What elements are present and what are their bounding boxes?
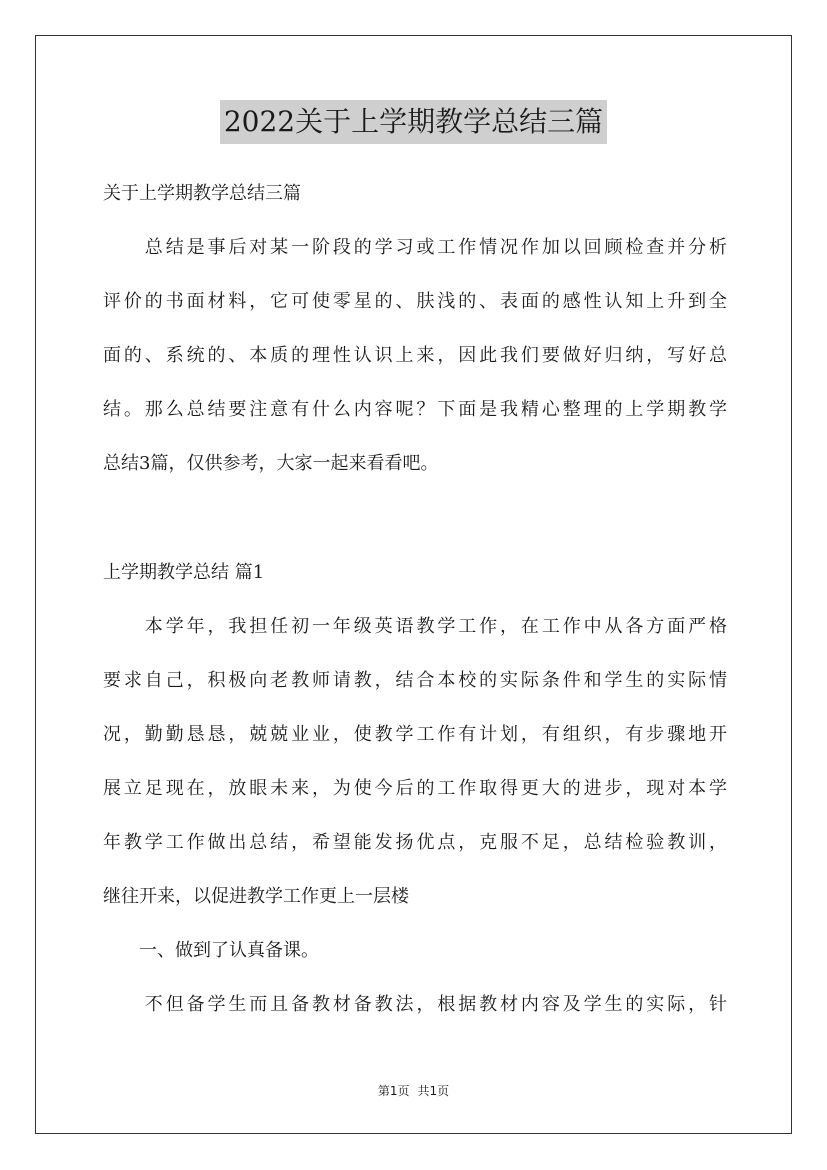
section-line-6: 继往开来，以促进教学工作更上一层楼 [103,886,409,907]
section-heading: 上学期教学总结 篇1 [103,562,265,583]
section-line-4: 展立足现在，放眼未来，为使今后的工作取得更大的进步，现对本学 [103,778,727,799]
page-total: 共1页 [417,1084,450,1098]
page-footer [0,1083,827,1099]
section-line-1: 本学年，我担任初一年级英语教学工作，在工作中从各方面严格 [103,616,727,637]
point-text-line: 不但备学生而且备教材备教法，根据教材内容及学生的实际，针 [103,994,727,1015]
document-title: 2022关于上学期教学总结三篇 [220,100,607,144]
page-number: 第1页 [377,1084,410,1098]
section-line-5: 年教学工作做出总结，希望能发扬优点，克服不足，总结检验教训， [103,832,727,853]
document-subtitle: 关于上学期教学总结三篇 [103,183,301,204]
intro-line-5: 总结3篇，仅供参考，大家一起来看看吧。 [103,453,439,474]
intro-line-4: 结。那么总结要注意有什么内容呢？下面是我精心整理的上学期教学 [103,399,727,420]
point-heading: 一、做到了认真备课。 [103,940,319,961]
section-line-2: 要求自己，积极向老教师请教，结合本校的实际条件和学生的实际情 [103,670,727,691]
intro-line-1: 总结是事后对某一阶段的学习或工作情况作加以回顾检查并分析 [103,237,727,258]
section-line-3: 况，勤勤恳恳，兢兢业业，使教学工作有计划，有组织，有步骤地开 [103,724,727,745]
title-container [0,100,827,144]
intro-line-2: 评价的书面材料，它可使零星的、肤浅的、表面的感性认知上升到全 [103,291,727,312]
intro-line-3: 面的、系统的、本质的理性认识上来，因此我们要做好归纳，写好总 [103,345,727,366]
